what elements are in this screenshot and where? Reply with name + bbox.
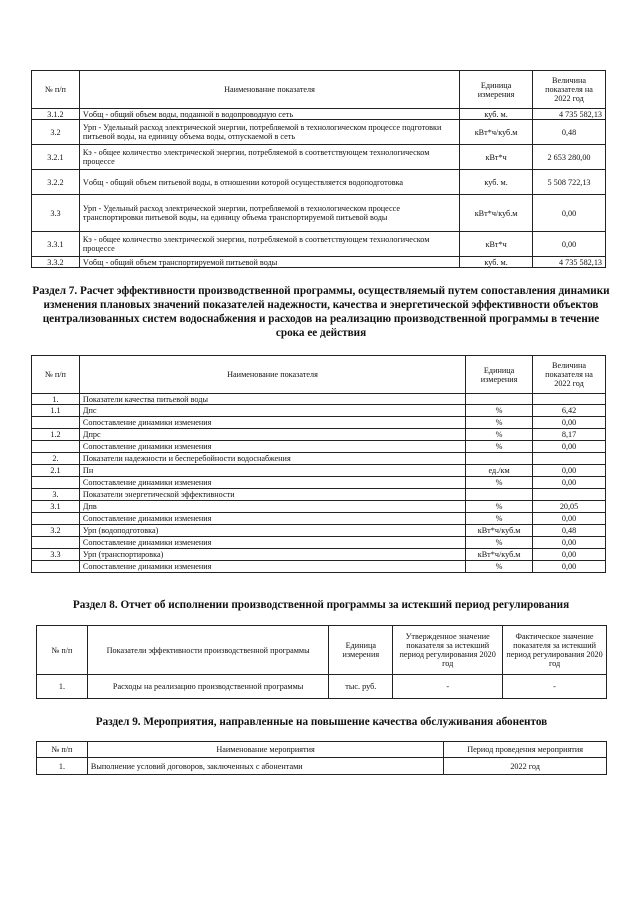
table-row <box>32 501 606 513</box>
row-name: Урп (транспортировка) <box>79 549 465 561</box>
row-name: Показатели надежности и бесперебойности водоснабжения <box>79 453 465 465</box>
row-num: 1.1 <box>32 405 80 417</box>
row-name: Vобщ - общий объем транспортируемой питьевой воды <box>79 257 459 268</box>
col-header-name: Наименование мероприятия <box>87 742 443 758</box>
row-value <box>533 453 606 465</box>
row-num <box>32 477 80 489</box>
row-unit <box>466 489 533 501</box>
row-value: 0,00 <box>533 417 606 429</box>
row-unit: куб. м. <box>460 170 533 195</box>
row-unit: % <box>466 405 533 417</box>
row-num <box>32 417 80 429</box>
row-num: 3.2.1 <box>32 145 80 170</box>
table-row <box>32 145 606 170</box>
row-num: 3.3.1 <box>32 232 80 257</box>
row-num <box>32 441 80 453</box>
col-header-num: № п/п <box>37 626 88 675</box>
row-unit: кВт*ч <box>460 232 533 257</box>
row-unit: кВт*ч/куб.м <box>460 195 533 232</box>
row-value: 0,00 <box>533 441 606 453</box>
row-num: 2.1 <box>32 465 80 477</box>
row-value: 5 508 722,13 <box>533 170 606 195</box>
table-row <box>32 109 606 120</box>
row-unit: ед./км <box>466 465 533 477</box>
col-header-name: Наименование показателя <box>79 71 459 109</box>
row-num: 3.3 <box>32 549 80 561</box>
table-row <box>37 675 607 699</box>
row-name: Выполнение условий договоров, заключенных с абонентами <box>87 758 443 775</box>
table-row <box>32 465 606 477</box>
table-row <box>32 417 606 429</box>
row-name: Дпв <box>79 501 465 513</box>
row-value: 0,00 <box>533 561 606 573</box>
row-num: 2. <box>32 453 80 465</box>
table-row <box>32 120 606 145</box>
indicators-continuation-table <box>31 70 606 268</box>
row-unit: куб. м. <box>460 257 533 268</box>
row-value: 0,00 <box>533 465 606 477</box>
row-num <box>32 537 80 549</box>
table-row <box>32 429 606 441</box>
col-header-period: Период проведения мероприятия <box>444 742 607 758</box>
row-unit: % <box>466 477 533 489</box>
row-num: 3.1 <box>32 501 80 513</box>
section-9-title: Раздел 9. Мероприятия, направленные на повышение качества обслуживания абонентов <box>95 716 548 728</box>
row-name: Сопоставление динамики изменения <box>79 441 465 453</box>
col-header-unit: Единица измерения <box>460 71 533 109</box>
row-actual: - <box>503 675 607 699</box>
row-num: 3.2 <box>32 525 80 537</box>
row-value: 2 653 280,00 <box>533 145 606 170</box>
row-num: 3.3.2 <box>32 257 80 268</box>
row-unit <box>466 394 533 405</box>
row-num: 1. <box>37 758 88 775</box>
customer-service-table <box>36 741 607 775</box>
row-unit: % <box>466 417 533 429</box>
row-name: Кэ - общее количество электрической энергии, потребляемой в соответствующем технологическом процессе <box>79 145 459 170</box>
row-value: 6,42 <box>533 405 606 417</box>
row-num <box>32 513 80 525</box>
col-header-approved: Утвержденное значение показателя за истекший период регулирования 2020 год <box>393 626 503 675</box>
table-row <box>32 477 606 489</box>
row-value: 0,00 <box>533 537 606 549</box>
table-row <box>32 232 606 257</box>
row-num: 1. <box>32 394 80 405</box>
table-row <box>37 758 607 775</box>
row-value: 4 735 582,13 <box>533 109 606 120</box>
row-num <box>32 561 80 573</box>
row-name: Дпс <box>79 405 465 417</box>
col-header-num: № п/п <box>32 71 80 109</box>
row-value: 0,48 <box>533 120 606 145</box>
row-value: 0,00 <box>533 195 606 232</box>
col-header-name: Наименование показателя <box>79 356 465 394</box>
row-name: Vобщ - общий объем воды, поданной в водопроводную сеть <box>79 109 459 120</box>
table-row <box>32 549 606 561</box>
col-header-unit: Единица измерения <box>466 356 533 394</box>
row-num: 3.3 <box>32 195 80 232</box>
table-row <box>32 489 606 501</box>
row-unit: % <box>466 429 533 441</box>
table-row <box>32 170 606 195</box>
row-num: 3.2.2 <box>32 170 80 195</box>
row-value: 20,05 <box>533 501 606 513</box>
row-value: 0,00 <box>533 513 606 525</box>
table-row <box>32 405 606 417</box>
efficiency-table <box>31 355 606 573</box>
row-num: 1.2 <box>32 429 80 441</box>
row-name: Пн <box>79 465 465 477</box>
row-unit: % <box>466 561 533 573</box>
table-row <box>32 513 606 525</box>
section-8-title: Раздел 8. Отчет об исполнении производственной программы за истекший период регулирования <box>72 599 570 611</box>
col-header-num: № п/п <box>37 742 88 758</box>
row-unit: кВт*ч/куб.м <box>466 525 533 537</box>
row-value: 0,00 <box>533 232 606 257</box>
row-unit: куб. м. <box>460 109 533 120</box>
row-value <box>533 394 606 405</box>
row-name: Урп - Удельный расход электрической энергии, потребляемой в технологическом процессе транспортировки питьевой воды, на единицу объема транспортируемой питьевой воды <box>79 195 459 232</box>
col-header-unit: Единица измерения <box>329 626 393 675</box>
row-unit: % <box>466 537 533 549</box>
table-row <box>32 195 606 232</box>
row-value: 0,00 <box>533 477 606 489</box>
table-row <box>32 257 606 268</box>
row-value: 0,48 <box>533 525 606 537</box>
row-name: Кэ - общее количество электрической энергии, потребляемой в соответствующем технологическом процессе <box>79 232 459 257</box>
row-name: Дпрс <box>79 429 465 441</box>
row-unit: тыс. руб. <box>329 675 393 699</box>
row-approved: - <box>393 675 503 699</box>
col-header-value: Величина показателя на 2022 год <box>533 356 606 394</box>
col-header-actual: Фактическое значение показателя за истекший период регулирования 2020 год <box>503 626 607 675</box>
col-header-num: № п/п <box>32 356 80 394</box>
table-row <box>32 394 606 405</box>
row-name: Урп - Удельный расход электрической энергии, потребляемой в технологическом процессе подготовки питьевой воды, на единицу объема воды, отпускаемой в сеть <box>79 120 459 145</box>
table-header-row <box>37 626 607 675</box>
row-value <box>533 489 606 501</box>
row-num: 1. <box>37 675 88 699</box>
row-unit: % <box>466 501 533 513</box>
col-header-value: Величина показателя на 2022 год <box>533 71 606 109</box>
program-report-table <box>36 625 607 699</box>
table-row <box>32 561 606 573</box>
row-name: Сопоставление динамики изменения <box>79 477 465 489</box>
row-num: 3.2 <box>32 120 80 145</box>
table-row <box>32 441 606 453</box>
row-name: Vобщ - общий объем питьевой воды, в отношении которой осуществляется водоподготовка <box>79 170 459 195</box>
row-unit: % <box>466 441 533 453</box>
row-name: Сопоставление динамики изменения <box>79 513 465 525</box>
row-num: 3. <box>32 489 80 501</box>
row-num: 3.1.2 <box>32 109 80 120</box>
table-header-row <box>37 742 607 758</box>
row-name: Сопоставление динамики изменения <box>79 537 465 549</box>
row-unit: кВт*ч <box>460 145 533 170</box>
row-unit: кВт*ч/куб.м <box>466 549 533 561</box>
row-value: 4 735 582,13 <box>533 257 606 268</box>
row-value: 8,17 <box>533 429 606 441</box>
row-name: Показатели качества питьевой воды <box>79 394 465 405</box>
row-name: Урп (водоподготовка) <box>79 525 465 537</box>
row-value: 0,00 <box>533 549 606 561</box>
table-row <box>32 537 606 549</box>
row-unit <box>466 453 533 465</box>
row-name: Сопоставление динамики изменения <box>79 561 465 573</box>
row-name: Показатели энергетической эффективности <box>79 489 465 501</box>
row-name: Сопоставление динамики изменения <box>79 417 465 429</box>
row-period: 2022 год <box>444 758 607 775</box>
row-unit: % <box>466 513 533 525</box>
table-header-row <box>32 71 606 109</box>
row-unit: кВт*ч/куб.м <box>460 120 533 145</box>
section-7-title: Раздел 7. Расчет эффективности производственной программы, осуществляемый путем сопоставления динамики изменения плановых значений показателей надежности, качества и энергетической эффективности объектов централизованных систем водоснабжения и расходов на реализацию производственной программы в течение срока ее действия <box>32 285 610 339</box>
table-row <box>32 525 606 537</box>
table-row <box>32 453 606 465</box>
col-header-name: Показатели эффективности производственной программы <box>87 626 328 675</box>
row-name: Расходы на реализацию производственной программы <box>87 675 328 699</box>
table-header-row <box>32 356 606 394</box>
